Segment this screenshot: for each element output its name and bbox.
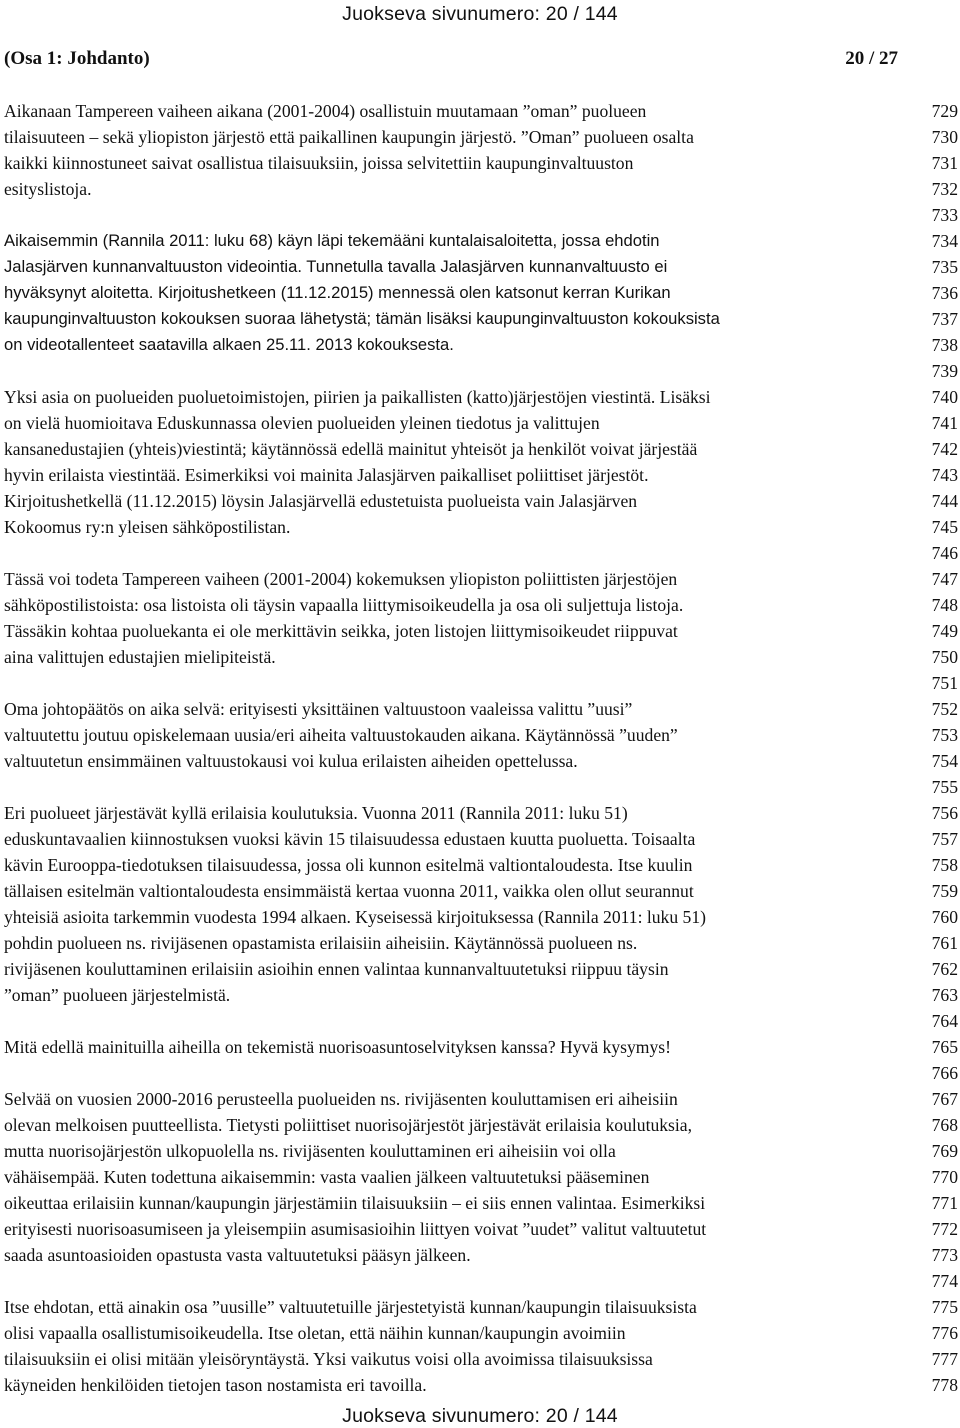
line-text: saada asuntoasioiden opastusta vasta valtuutetuksi pääsyn jälkeen.	[4, 1245, 471, 1265]
line-number: 752	[931, 699, 958, 719]
line-number: 732	[931, 179, 958, 199]
document-line	[4, 436, 958, 462]
line-number: 763	[931, 985, 958, 1005]
document-line	[4, 1242, 958, 1268]
line-text: erityisesti nuorisoasumiseen ja yleisempiin asumisasioihin liittyen voivat ”uudet” valitut valtuutetut	[4, 1219, 707, 1239]
line-number: 777	[931, 1349, 958, 1369]
document-line	[4, 124, 958, 150]
document-line	[4, 280, 958, 306]
running-page-header: Juokseva sivunumero: 20 / 144	[342, 3, 618, 25]
document-line	[4, 1164, 958, 1190]
document-line	[4, 1086, 958, 1112]
line-text: kansanedustajien (yhteis)viestintä; käytännössä edellä mainitut yhteisöt ja henkilöt voivat järjestää	[4, 439, 698, 459]
line-text: olevan melkoisen puutteellista. Tietysti poliittiset nuorisojärjestöt järjestävät erilaisia koulutuksia,	[4, 1115, 693, 1135]
document-line	[4, 1216, 958, 1242]
document-line	[4, 228, 958, 254]
document-line	[4, 618, 958, 644]
line-number: 748	[931, 595, 958, 615]
line-number: 773	[931, 1245, 958, 1265]
document-line	[4, 1320, 958, 1346]
section-title: (Osa 1: Johdanto)	[4, 48, 150, 69]
document-line	[4, 1372, 958, 1398]
line-number: 740	[931, 387, 958, 407]
line-text: eduskuntavaalien kiinnostuksen vuoksi kävin 15 tilaisuudessa edustaen kuutta puoluetta. Toisaalta	[4, 829, 696, 849]
line-number: 754	[931, 751, 958, 771]
line-text: hyväksynyt aloitetta. Kirjoitushetkeen (11.12.2015) mennessä olen katsonut kerran Kurikan	[4, 283, 671, 302]
line-number: 778	[931, 1375, 958, 1395]
line-text: valtuutetun ensimmäinen valtuustokausi voi kulua erilaisten aiheiden opettelussa.	[4, 751, 578, 771]
line-number: 775	[931, 1297, 958, 1317]
line-text: Selvää on vuosien 2000-2016 perusteella puolueiden ns. rivijäsenten kouluttamisen eri aiheisiin	[4, 1089, 678, 1109]
document-line	[4, 566, 958, 592]
document-line	[4, 1060, 958, 1086]
document-line	[4, 774, 958, 800]
document-line	[4, 722, 958, 748]
line-text: Kokoomus ry:n yleisen sähköpostilistan.	[4, 517, 291, 537]
document-line	[4, 904, 958, 930]
line-number: 759	[931, 881, 958, 901]
line-number: 768	[931, 1115, 958, 1135]
line-number: 771	[931, 1193, 958, 1213]
line-text: hyvin erilaista viestintää. Esimerkiksi voi mainita Jalasjärven paikalliset poliittiset järjestöt.	[4, 465, 649, 485]
line-number: 736	[931, 283, 958, 303]
line-number: 746	[931, 543, 958, 563]
document-line	[4, 202, 958, 228]
line-text: Itse ehdotan, että ainakin osa ”uusille” valtuutetuille järjestetyistä kunnan/kaupungin tilaisuuksista	[4, 1297, 697, 1317]
line-number: 742	[931, 439, 958, 459]
document-line	[4, 254, 958, 280]
line-text: mutta nuorisojärjestön ulkopuolella ns. rivijäsenten kouluttaminen eri aiheisiin voi olla	[4, 1141, 616, 1161]
document-line	[4, 930, 958, 956]
line-text: olisi vapaalla osallistumisoikeudella. Itse oletan, että näihin kunnan/kaupungin avoimiin	[4, 1323, 626, 1343]
line-number: 762	[931, 959, 958, 979]
document-line	[4, 306, 958, 332]
document-line	[4, 462, 958, 488]
line-number: 738	[931, 335, 958, 355]
line-text: pohdin puolueen ns. rivijäsenen opastamista erilaisiin aiheisiin. Käytännössä puolueen ns.	[4, 933, 638, 953]
line-number: 735	[931, 257, 958, 277]
line-text: Aikanaan Tampereen vaiheen aikana (2001-2004) osallistuin muutamaan ”oman” puolueen	[4, 101, 647, 121]
line-number: 749	[931, 621, 958, 641]
line-number: 766	[931, 1063, 958, 1083]
line-number: 741	[931, 413, 958, 433]
document-line	[4, 1008, 958, 1034]
document-line	[4, 696, 958, 722]
document-line	[4, 956, 958, 982]
line-number: 764	[931, 1011, 958, 1031]
document-line	[4, 982, 958, 1008]
line-text: käyneiden henkilöiden tietojen tason nostamista eri tavoilla.	[4, 1375, 427, 1395]
line-number: 756	[931, 803, 958, 823]
line-text: yhteisiä asioita tarkemmin vuodesta 1994 alkaen. Kyseisessä kirjoituksessa (Rannila 2011: luku 51)	[4, 907, 706, 927]
document-line	[4, 150, 958, 176]
document-line	[4, 410, 958, 436]
document-line	[4, 592, 958, 618]
line-text: oikeuttaa erilaisiin kunnan/kaupungin järjestämiin tilaisuuksiin – ei siis ennen valintaa. Esimerkiksi	[4, 1193, 706, 1213]
document-line	[4, 488, 958, 514]
line-number: 744	[931, 491, 958, 511]
line-text: aina valittujen edustajien mielipiteistä.	[4, 647, 276, 667]
line-text: tilaisuuksiin ei olisi mitään yleisöryntäystä. Yksi vaikutus voisi olla avoimissa tilaisuuksissa	[4, 1349, 653, 1369]
line-number: 765	[931, 1037, 958, 1057]
line-text: Kirjoitushetkellä (11.12.2015) löysin Jalasjärvellä edustetuista puolueista vain Jalasjärven	[4, 491, 638, 511]
line-text: kävin Eurooppa-tiedotuksen tilaisuudessa, jossa oli kunnon esitelmä valtiontaloudesta. Itse kuulin	[4, 855, 693, 875]
line-number: 750	[931, 647, 958, 667]
document-line	[4, 1112, 958, 1138]
line-text: tilaisuuteen – sekä yliopiston järjestö että paikallinen kaupungin järjestö. ”Oman” puolueen osalta	[4, 127, 694, 147]
line-number: 737	[931, 309, 958, 329]
line-text: on videotallenteet saatavilla alkaen 25.11. 2013 kokouksesta.	[4, 335, 454, 354]
document-line	[4, 748, 958, 774]
running-page-footer: Juokseva sivunumero: 20 / 144	[342, 1405, 618, 1427]
line-number: 755	[931, 777, 958, 797]
line-text: valtuutettu joutuu opiskelemaan uusia/eri aiheita valtuustokauden aikana. Käytännössä ”uuden”	[4, 725, 678, 745]
line-text: kaikki kiinnostuneet saivat osallistua tilaisuuksiin, joissa selvitettiin kaupunginvaltuuston	[4, 153, 634, 173]
line-text: esityslistoja.	[4, 179, 92, 199]
document-line	[4, 384, 958, 410]
document-line	[4, 1034, 958, 1060]
line-number: 776	[931, 1323, 958, 1343]
document-line	[4, 176, 958, 202]
line-text: vähäisempää. Kuten todettuna aikaisemmin: vasta vaalien jälkeen valtuutetuksi pääseminen	[4, 1167, 650, 1187]
document-line	[4, 1138, 958, 1164]
line-text: Tässäkin kohtaa puoluekanta ei ole merkittävin seikka, joten listojen liittymisoikeudet riippuvat	[4, 621, 678, 641]
document-line	[4, 98, 958, 124]
line-text: Tässä voi todeta Tampereen vaiheen (2001-2004) kokemuksen yliopiston poliittisten järjestöjen	[4, 569, 678, 589]
line-text: Aikaisemmin (Rannila 2011: luku 68) käyn läpi tekemääni kuntalaisaloitetta, jossa ehdotin	[4, 231, 660, 250]
document-line	[4, 670, 958, 696]
line-text: Jalasjärven kunnanvaltuuston videointia. Tunnetulla tavalla Jalasjärven kunnanvaltuusto ei	[4, 257, 668, 276]
line-text: on vielä huomioitava Eduskunnassa olevien puolueiden yleinen tiedotus ja valittujen	[4, 413, 600, 433]
document-body	[4, 98, 958, 1398]
line-number: 730	[931, 127, 958, 147]
line-text: Mitä edellä mainituilla aiheilla on tekemistä nuorisoasuntoselvityksen kanssa? Hyvä kysymys!	[4, 1037, 671, 1057]
line-text: Eri puolueet järjestävät kyllä erilaisia koulutuksia. Vuonna 2011 (Rannila 2011: luku 51)	[4, 803, 628, 823]
line-number: 767	[931, 1089, 958, 1109]
document-line	[4, 1346, 958, 1372]
document-line	[4, 644, 958, 670]
line-text: kaupunginvaltuuston kokouksen suoraa lähetystä; tämän lisäksi kaupunginvaltuuston kokouksista	[4, 309, 720, 328]
line-number: 753	[931, 725, 958, 745]
line-number: 760	[931, 907, 958, 927]
line-text: Oma johtopäätös on aika selvä: erityisesti yksittäinen valtuustoon vaaleissa valittu ”uusi”	[4, 699, 633, 719]
line-number: 729	[931, 101, 958, 121]
line-number: 772	[931, 1219, 958, 1239]
line-number: 770	[931, 1167, 958, 1187]
line-number: 731	[931, 153, 958, 173]
document-line	[4, 1190, 958, 1216]
line-text: ”oman” puolueen järjestelmistä.	[4, 985, 231, 1005]
line-number: 734	[931, 231, 958, 251]
line-text: rivijäsenen kouluttaminen erilaisiin asioihin ennen valintaa kunnanvaltuutetuksi riippuu täysin	[4, 959, 669, 979]
document-line	[4, 1268, 958, 1294]
line-number: 761	[931, 933, 958, 953]
line-text: Yksi asia on puolueiden puoluetoimistojen, piirien ja paikallisten (katto)järjestöjen viestintä. Lisäksi	[4, 387, 711, 407]
document-line	[4, 1294, 958, 1320]
line-number: 757	[931, 829, 958, 849]
document-line	[4, 852, 958, 878]
line-number: 774	[931, 1271, 958, 1291]
line-text: sähköpostilistoista: osa listoista oli täysin vapaalla liittymisoikeudella ja osa oli suljettuja listoja.	[4, 595, 684, 615]
line-number: 743	[931, 465, 958, 485]
line-number: 733	[931, 205, 958, 225]
section-page-number: 20 / 27	[845, 48, 898, 69]
line-number: 758	[931, 855, 958, 875]
line-number: 739	[931, 361, 958, 381]
document-line	[4, 540, 958, 566]
line-number: 751	[931, 673, 958, 693]
document-line	[4, 332, 958, 358]
document-line	[4, 826, 958, 852]
line-number: 745	[931, 517, 958, 537]
document-line	[4, 800, 958, 826]
line-number: 747	[931, 569, 958, 589]
line-text: tällaisen esitelmän valtiontaloudesta ensimmäistä kertaa vuonna 2011, vaikka olen ollut seurannut	[4, 881, 694, 901]
document-line	[4, 878, 958, 904]
line-number: 769	[931, 1141, 958, 1161]
document-line	[4, 358, 958, 384]
document-line	[4, 514, 958, 540]
